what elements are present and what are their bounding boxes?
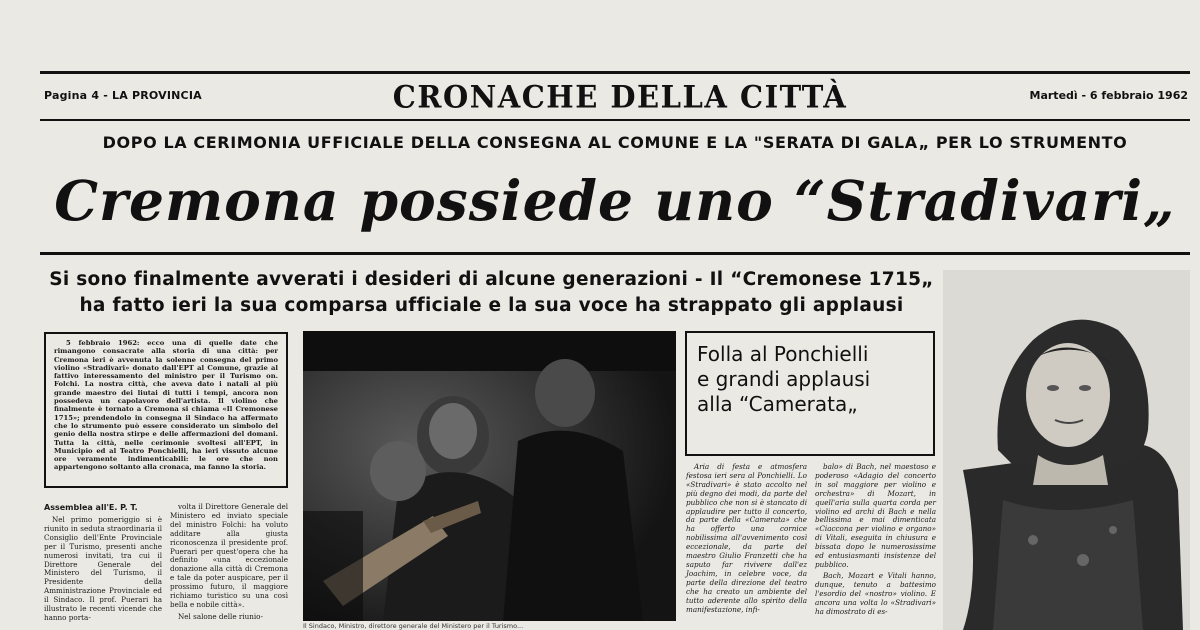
secondary-headline-line-3: alla “Camerata„ (697, 392, 858, 416)
column-text: Nel salone delle riunio- (178, 611, 263, 621)
article-column-4 (815, 463, 936, 616)
masthead-bottom-rule (40, 119, 1190, 121)
article-column-1 (44, 503, 162, 623)
photo-caption: Il Sindaco, Ministro, direttore generale del Ministero per il Turismo... (303, 622, 524, 630)
ceremony-photo-image (303, 331, 676, 621)
main-headline: Cremona possiede uno “Stradivari„ (54, 168, 1176, 233)
article-column-2 (170, 503, 288, 622)
secondary-headline-line-2: e grandi applausi (697, 367, 871, 391)
intro-text: 5 febbraio 1962: ecco una di quelle date che rimangono consacrate alla storia di una città: per Cremona ieri è avvenuta la solenne consegna del primo violino «Stradivari» donato dall'EPT al Comune, grazie al fattivo interessamento del ministro per il Turismo on. Folchi. La nostra città, che aveva dato i natali al più grande maestro dei liutai di tutti i tempi, ancora non possedeva un capolavoro dell'artista. Il violino che finalmente è tornato a Cremona si chiama «Il Cremonese 1715»; prendendolo in consegna il Sindaco ha affermato che lo strumento può essere considerato un simbolo del genio della nostra stirpe e delle affermazioni del domani. Tutta la città, nelle cerimonie svoltesi all'EPT, in Municipio ed al Teatro Ponchielli, ha ieri vissuto alcune ore veramente indimenticabili: le ore che non appartengono soltanto alla cronaca, ma fanno la storia. (54, 339, 278, 472)
kicker-headline: DOPO LA CERIMONIA UFFICIALE DELLA CONSEGNA AL COMUNE E LA "SERATA DI GALA„ PER LO STRUMENTO (102, 133, 1128, 152)
column-text: Aria di festa e atmosfera festosa ieri sera al Ponchielli. Lo «Stradivari» è stato accolto nel più degno dei modi, da parte del pubblico che non si è stancato di applaudire per tutto il concerto, da parte della «Camerata» che ha offerto una cornice nobilissima all'avvenimento così eccezionale, da parte del maestro Giulio Franzetti che ha saputo far rivivere dall'ez Joachim, in celebre voce, da parte della direzione del teatro che ha creato un ambiente del tutto aderente allo spirito della manifestazione, infi- (686, 462, 807, 614)
headline-bottom-rule (40, 252, 1190, 255)
subheadline-line-1: Si sono finalmente avverati i desideri di alcune generazioni - Il “Cremonese 1715„ (49, 269, 934, 290)
column-text: balo» di Bach, nel maestoso e poderoso «Adagio del concerto in sol maggiore per violino e orchestra» di Mozart, in quell'aria sulla quarta corda per violino ed archi di Bach e nella bellissima e mai dimenticata «Ciaccona per violino e organo» di Vitali, eseguita in chiusura e bissata dopo le numerosissime ed entusiasmanti insistenze del pubblico. (815, 462, 936, 569)
section-title: CRONACHE DELLA CITTÀ (392, 79, 848, 115)
column-text: Bach, Mozart e Vitali hanno, dunque, tenuto a battesimo l'esordio del «nostro» violino. E ancora una volta lo «Stradivari» ha dimostrato di es- (815, 570, 936, 616)
column-heading: Assemblea all'E. P. T. (44, 503, 138, 512)
portrait-photo (943, 270, 1190, 630)
portrait-photo-image (943, 270, 1190, 630)
page-number-label: Pagina 4 - LA PROVINCIA (44, 89, 202, 102)
subheadline (44, 267, 939, 319)
intro-box (44, 332, 288, 488)
secondary-headline-box (685, 331, 935, 456)
secondary-headline-line-1: Folla al Ponchielli (697, 342, 869, 366)
top-rule (40, 71, 1190, 74)
ceremony-photo (303, 331, 676, 621)
date-label: Martedì - 6 febbraio 1962 (1029, 89, 1188, 102)
article-column-3 (686, 463, 807, 614)
column-text: Nel primo pomeriggio si è riunito in seduta straordinaria il Consiglio dell'Ente Provinciale per il Turismo, presenti anche numerosi invitati, tra cui il Direttore Generale del Ministero del Turismo, il Presidente della Amministrazione Provinciale ed il Sindaco. Il prof. Puerari ha illustrato le recenti vicende che hanno porta- (44, 515, 162, 622)
column-text: volta il Direttore Generale del Ministero ed inviato speciale del ministro Folchi: ha voluto additare alla giusta riconoscenza il presidente prof. Puerari per quest'opera che ha definito «una eccezionale donazione alla città di Cremona e tale da poter auspicare, per il prossimo futuro, il maggiore richiamo turistico su una così bella e nobile città». (170, 502, 288, 609)
subheadline-line-2: ha fatto ieri la sua comparsa ufficiale e la sua voce ha strappato gli applausi (79, 295, 904, 316)
